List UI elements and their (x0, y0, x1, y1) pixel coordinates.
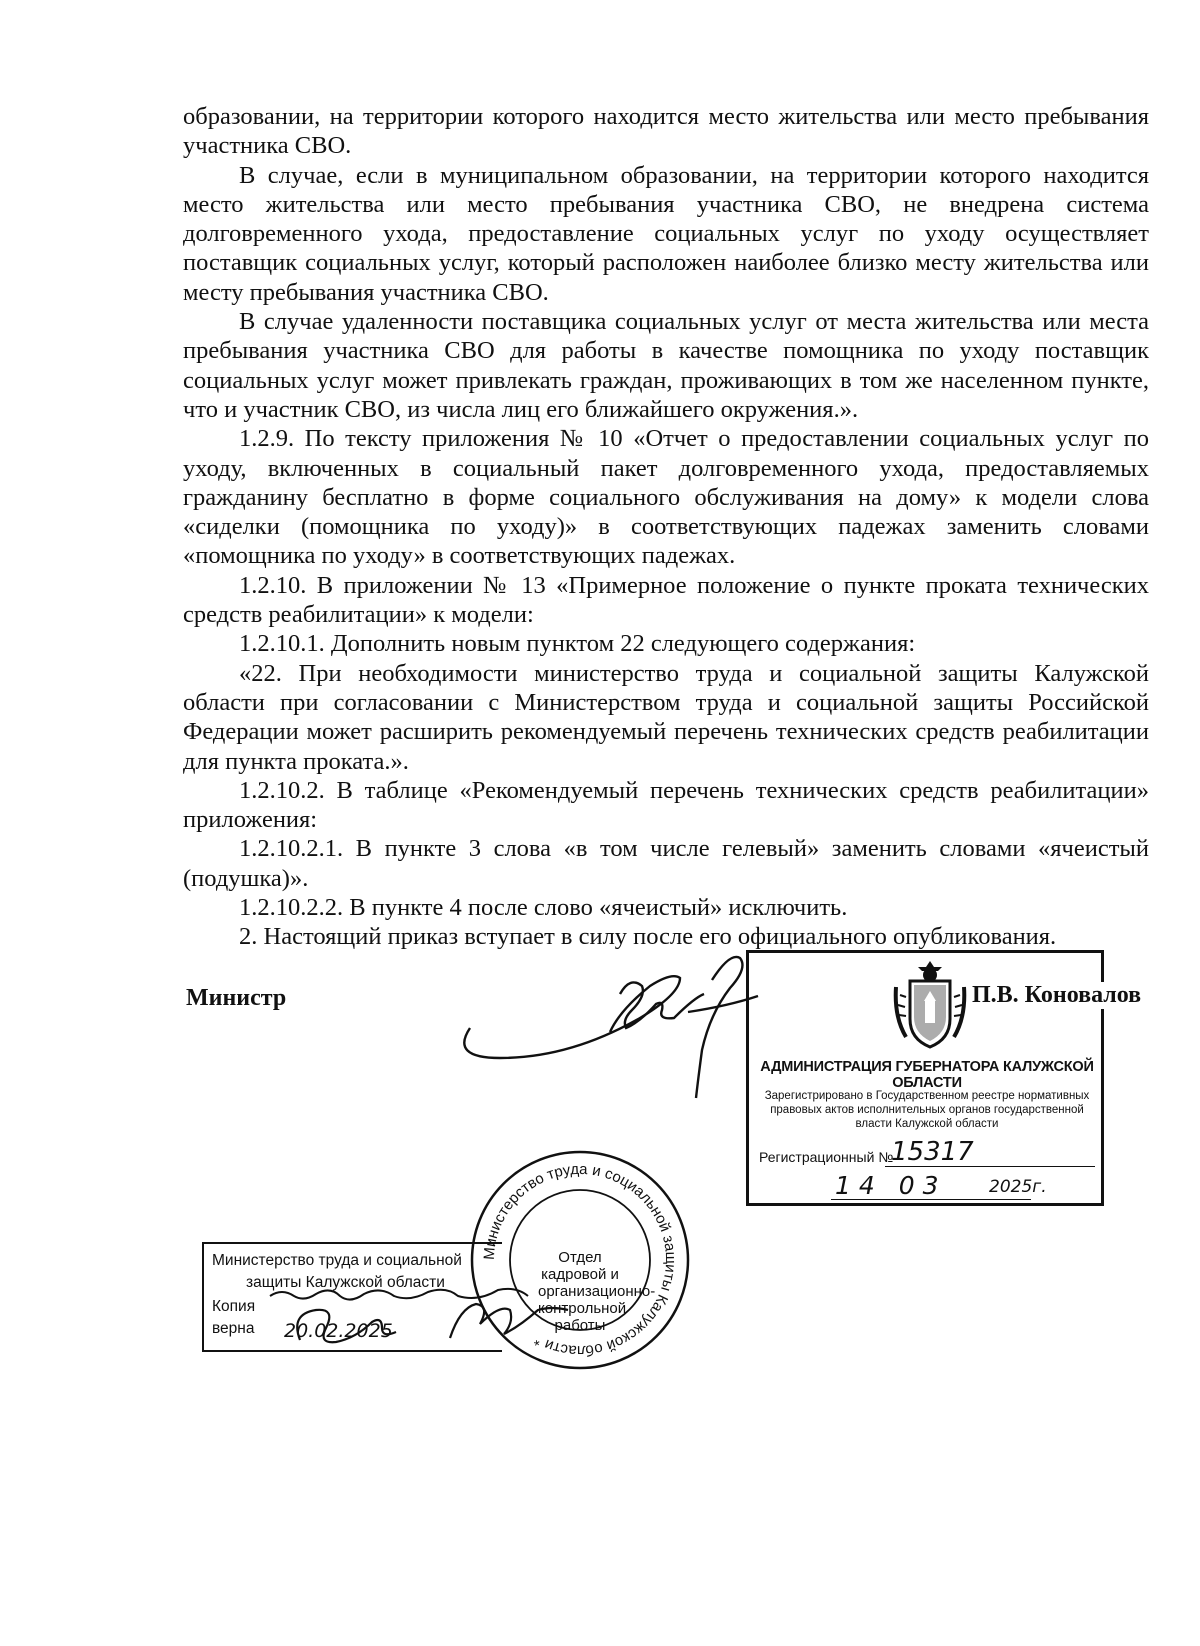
paragraph-1-2-10: 1.2.10. В приложении № 13 «Примерное положение о пункте проката технических средств реабилитации» к модели: (183, 571, 1149, 629)
copy-stamp-label-copy: Копия (212, 1298, 256, 1315)
minister-name: П.В. Коновалов (968, 982, 1141, 1009)
paragraph-1-2-10-1: 1.2.10.1. Дополнить новым пунктом 22 следующего содержания: (239, 630, 916, 658)
copy-stamp-date: 20.02.2025 (284, 1320, 393, 1342)
paragraph: В случае, если в муниципальном образовании, на территории которого находится место жительства или место пребывания участника СВО, не внедрена система долговременного ухода, предоставление социальных услуг по уходу осуществляет поставщик социальных услуг, который расположен наиболее близко месту жительства или месту пребывания участника СВО. (183, 161, 1149, 306)
divider (885, 1166, 1095, 1167)
paragraph: В случае удаленности поставщика социальных услуг от места жительства или места пребывания участника СВО для работы в качестве помощника по уходу поставщик социальных услуг может привлекать граждан, проживающих в том же населенном пункте, что и участник СВО, из числа лиц его ближайшего окружения.». (183, 308, 1149, 423)
paragraph-1-2-10-2-2: 1.2.10.2.2. В пункте 4 после слово «ячеистый» исключить. (239, 894, 848, 922)
registration-number: 15317 (891, 1137, 974, 1167)
copy-stamp-org-line1: Министерство труда и социальной (212, 1252, 462, 1269)
registration-number-label: Регистрационный № (759, 1149, 894, 1165)
paragraph-2: 2. Настоящий приказ вступает в силу после его официального опубликования. (239, 923, 1057, 951)
divider (831, 1199, 1031, 1200)
paragraph-1-2-9: 1.2.9. По тексту приложения № 10 «Отчет о предоставлении социальных услуг по уходу, включенных в социальный пакет долговременного ухода, предоставляемых гражданину бесплатно в форме социального обслуживания на дому» к модели слова «сиделки (помощника по уходу)» в соответствующих падежах заменить словами «помощника по уходу» в соответствующих падежах. (183, 425, 1149, 570)
document-body (183, 102, 1149, 952)
minister-title: Министр (186, 985, 287, 1011)
year-prefix: 20 (989, 1177, 1011, 1197)
signature-icon (260, 1268, 630, 1368)
copy-stamp-label-true: верна (212, 1320, 255, 1337)
year-end: 25г. (1010, 1177, 1047, 1197)
registration-date: 14 03 (835, 1171, 947, 1200)
coat-of-arms-icon (892, 959, 968, 1051)
copy-stamp-org-line2: защиты Калужской области (246, 1274, 445, 1291)
seal-center-text: Отдел кадровой и организационно-контрольной работы (538, 1249, 656, 1334)
svg-text:Министерство труда и социально: Министерство труда и социальной защиты Калужской области * (480, 1160, 680, 1360)
paragraph-continuation: образовании, на территории которого находится место жительства или место пребывания участника СВО. (183, 103, 1149, 160)
paragraph-quoted-22: «22. При необходимости министерство труда и социальной защиты Калужской области при согласовании с Министерством труда и социальной защиты Российской Федерации может расширить рекомендуемый перечень технических средств реабилитации для пункта проката.». (183, 659, 1149, 775)
stamp-registration-text: Зарегистрировано в Государственном реестре нормативных правовых актов исполнительных органов государственной власти Калужской области (764, 1090, 1090, 1130)
stamp-header: АДМИНИСТРАЦИЯ ГУБЕРНАТОРА КАЛУЖСКОЙ ОБЛАСТИ (760, 1059, 1094, 1091)
signature-icon (460, 950, 790, 1100)
registration-year (989, 1177, 1047, 1197)
paragraph-1-2-10-2-1: 1.2.10.2.1. В пункте 3 слова «в том числе гелевый» заменить словами «ячеистый (подушка)». (183, 835, 1149, 892)
paragraph-1-2-10-2: 1.2.10.2. В таблице «Рекомендуемый перечень технических средств реабилитации» приложения: (183, 776, 1149, 834)
